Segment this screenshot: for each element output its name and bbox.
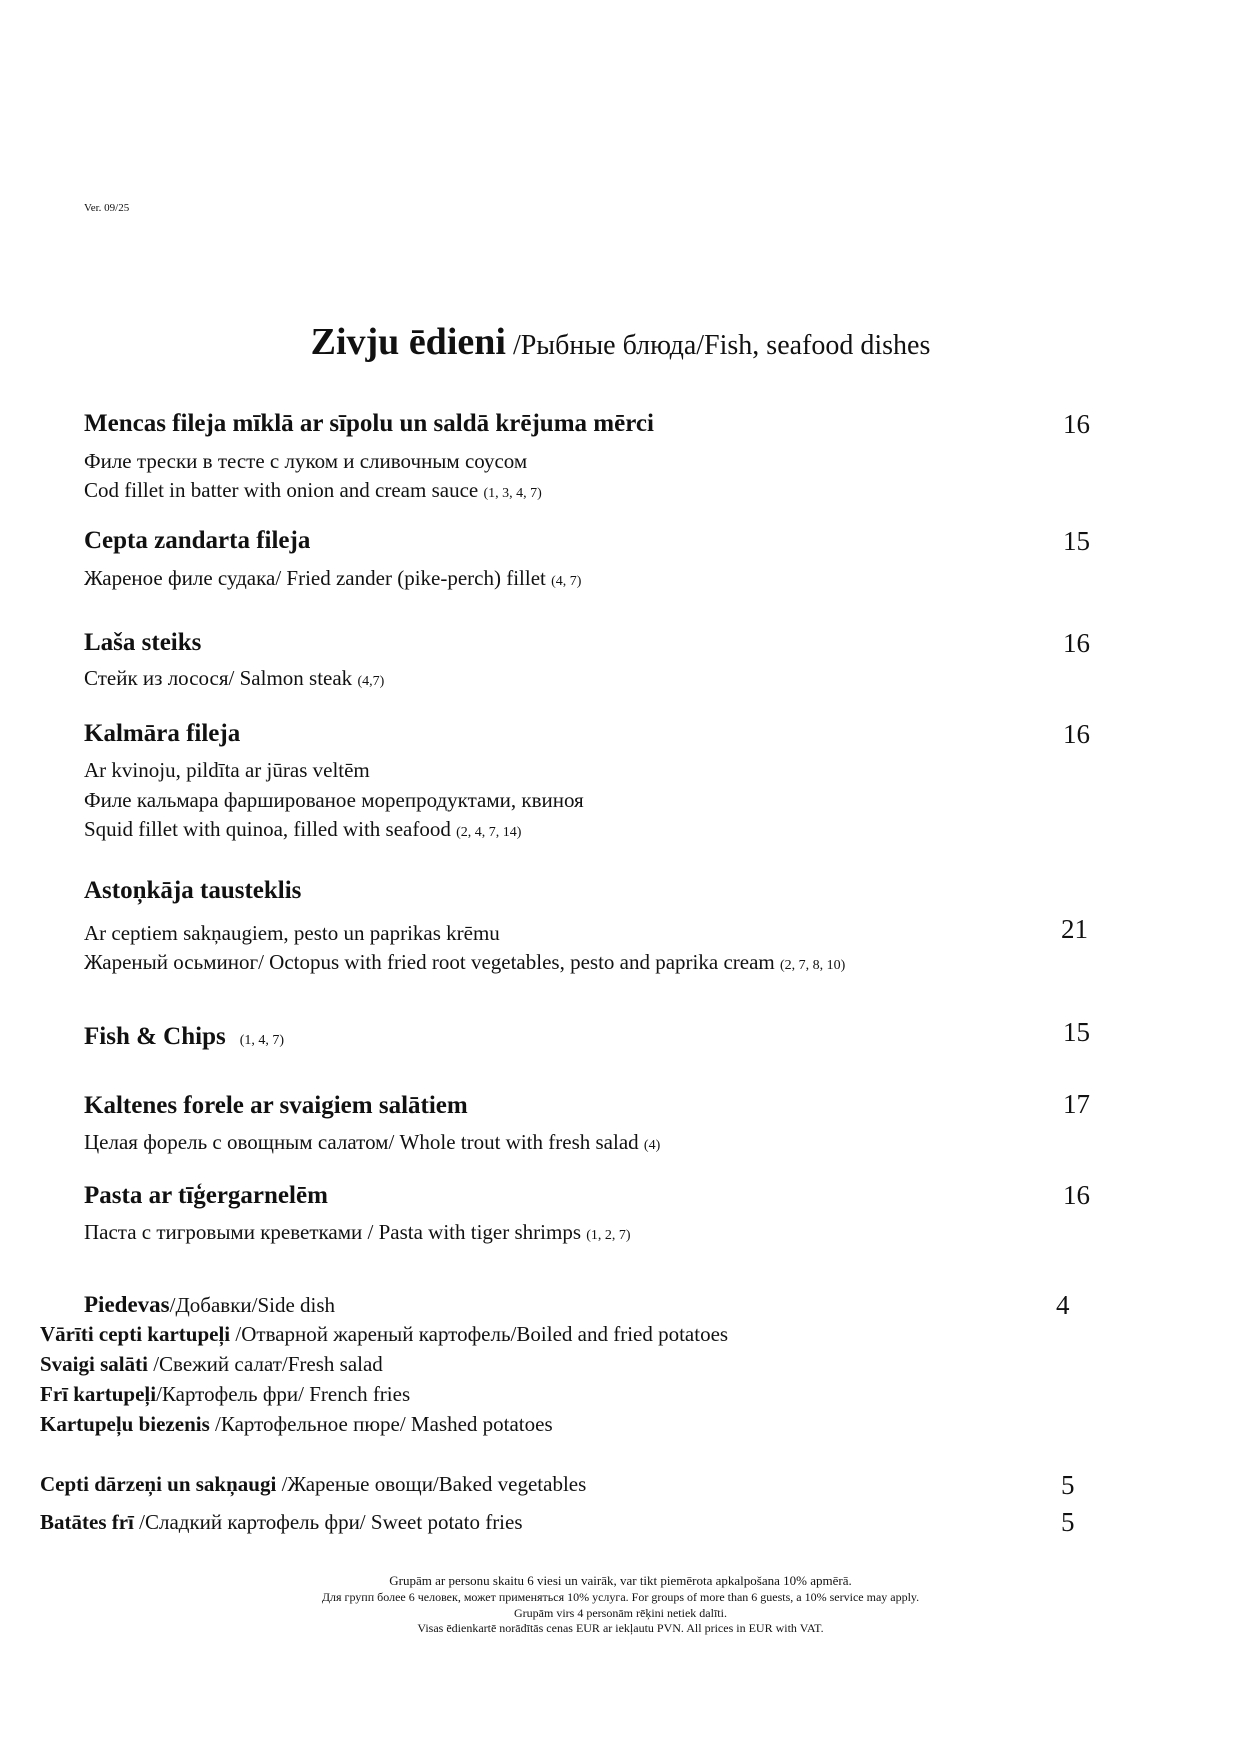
- side-item: [40, 1412, 553, 1437]
- dish-line-ru-en: [84, 950, 845, 975]
- dish-price: 16: [1063, 719, 1090, 749]
- dish-allergens: (4, 7): [551, 574, 582, 589]
- dish-price: 16: [1063, 409, 1090, 439]
- extra-item-desc: /Сладкий картофель фри/ Sweet potato fries: [133, 1510, 523, 1534]
- side-item: [40, 1352, 383, 1377]
- footer-note: Grupām ar personu skaitu 6 viesi un vairāk, var tikt piemērota apkalpošana 10% apmērā.: [389, 1573, 852, 1588]
- side-item: [40, 1382, 410, 1407]
- dish-desc: Стейк из лосося/ Salmon steak: [84, 666, 358, 690]
- dish-name: Pasta ar tīģergarnelēm: [84, 1182, 328, 1209]
- dish-allergens: (2, 4, 7, 14): [456, 825, 522, 840]
- extra-price: 5: [1061, 1507, 1075, 1537]
- side-item-desc: /Отварной жареный картофель/Boiled and fried potatoes: [230, 1322, 729, 1346]
- extra-item-name: Cepti dārzeņi un sakņaugi: [40, 1472, 277, 1496]
- dish-allergens: (4,7): [357, 674, 385, 689]
- dish-line-en: [84, 817, 521, 842]
- dish-desc: Паста с тигровыми креветками / Pasta with tiger shrimps: [84, 1220, 587, 1244]
- dish-desc: Жареный осьминог/ Octopus with fried root vegetables, pesto and paprika cream: [84, 950, 780, 974]
- dish-name: Kalmāra fileja: [84, 720, 241, 747]
- extra-price: 5: [1061, 1470, 1075, 1500]
- dish-price: 15: [1063, 1017, 1090, 1047]
- dish-desc: Squid fillet with quinoa, filled with seafood: [84, 817, 457, 841]
- dish-line: [84, 1220, 631, 1245]
- dish-desc: Cod fillet in batter with onion and cream sauce: [84, 478, 484, 502]
- dish-desc: Целая форель с овощным салатом/ Whole trout with fresh salad: [84, 1130, 644, 1154]
- dish-price: 16: [1063, 1180, 1090, 1210]
- title-main: Zivju ēdieni: [310, 321, 506, 363]
- dish-name: Mencas fileja mīklā ar sīpolu un saldā krējuma mērci: [84, 410, 654, 437]
- side-item-name: Kartupeļu biezenis: [40, 1412, 210, 1436]
- dish-row: [84, 1023, 284, 1051]
- dish-price: 17: [1063, 1089, 1090, 1119]
- dish-line-lv: Ar kvinoju, pildīta ar jūras veltēm: [84, 758, 370, 782]
- side-item-desc: /Картофельное пюре/ Mashed potatoes: [209, 1412, 553, 1436]
- side-item-name: Frī kartupeļi: [40, 1382, 157, 1406]
- version-label: Ver. 09/25: [84, 202, 130, 214]
- side-item-name: Svaigi salāti: [40, 1352, 148, 1376]
- extra-item-name: Batātes frī: [40, 1510, 134, 1534]
- side-item-name: Vārīti cepti kartupeļi: [40, 1322, 231, 1346]
- extra-item-desc: /Жареные овощи/Baked vegetables: [276, 1472, 587, 1496]
- footer-note: Для групп более 6 человек, может применяться 10% услуга. For groups of more than 6 guests, a 10% service may apply.: [321, 1590, 920, 1604]
- dish-line: [84, 1130, 660, 1155]
- dish-line: [84, 666, 384, 691]
- sides-heading-rest: /Добавки/Side dish: [169, 1293, 336, 1317]
- dish-desc: Жареное филе судака/ Fried zander (pike-perch) fillet: [84, 566, 552, 590]
- dish-name: Kaltenes forele ar svaigiem salātiem: [84, 1092, 468, 1119]
- page-title: [0, 320, 1241, 364]
- dish-line: [84, 566, 581, 591]
- dish-line-en: [84, 478, 542, 503]
- dish-allergens: (1, 2, 7): [586, 1228, 631, 1243]
- side-item-desc: /Свежий салат/Fresh salad: [147, 1352, 383, 1376]
- side-item: [40, 1322, 728, 1347]
- dish-line-ru: Филе кальмара фаршированое морепродуктами, квиноя: [84, 788, 584, 812]
- extra-item: [40, 1472, 586, 1497]
- sides-price: 4: [1056, 1290, 1070, 1320]
- dish-allergens: (1, 3, 4, 7): [483, 486, 542, 501]
- dish-price: 16: [1063, 628, 1090, 658]
- title-sub: /Рыбные блюда/Fish, seafood dishes: [505, 330, 931, 361]
- dish-allergens: (4): [643, 1138, 661, 1153]
- dish-price: 21: [1061, 914, 1088, 944]
- dish-line-ru: Филе трески в тесте с луком и сливочным соусом: [84, 449, 528, 473]
- dish-allergens: (1, 4, 7): [239, 1033, 285, 1048]
- sides-heading-lv: Piedevas: [84, 1292, 170, 1317]
- dish-name: Fish & Chips: [84, 1023, 226, 1050]
- sides-heading: [84, 1292, 335, 1318]
- dish-line-lv: Ar ceptiem sakņaugiem, pesto un paprikas krēmu: [84, 921, 500, 945]
- dish-name: Laša steiks: [84, 629, 202, 656]
- extra-item: [40, 1510, 523, 1535]
- dish-allergens: (2, 7, 8, 10): [779, 958, 846, 973]
- footer-note: Grupām virs 4 personām rēķini netiek dalīti.: [514, 1606, 727, 1620]
- dish-name: Cepta zandarta fileja: [84, 527, 311, 554]
- footer-note: Visas ēdienkartē norādītās cenas EUR ar iekļautu PVN. All prices in EUR with VAT.: [417, 1621, 824, 1635]
- side-item-desc: /Картофель фри/ French fries: [156, 1382, 411, 1406]
- dish-price: 15: [1063, 526, 1090, 556]
- dish-name: Astoņkāja tausteklis: [84, 877, 302, 904]
